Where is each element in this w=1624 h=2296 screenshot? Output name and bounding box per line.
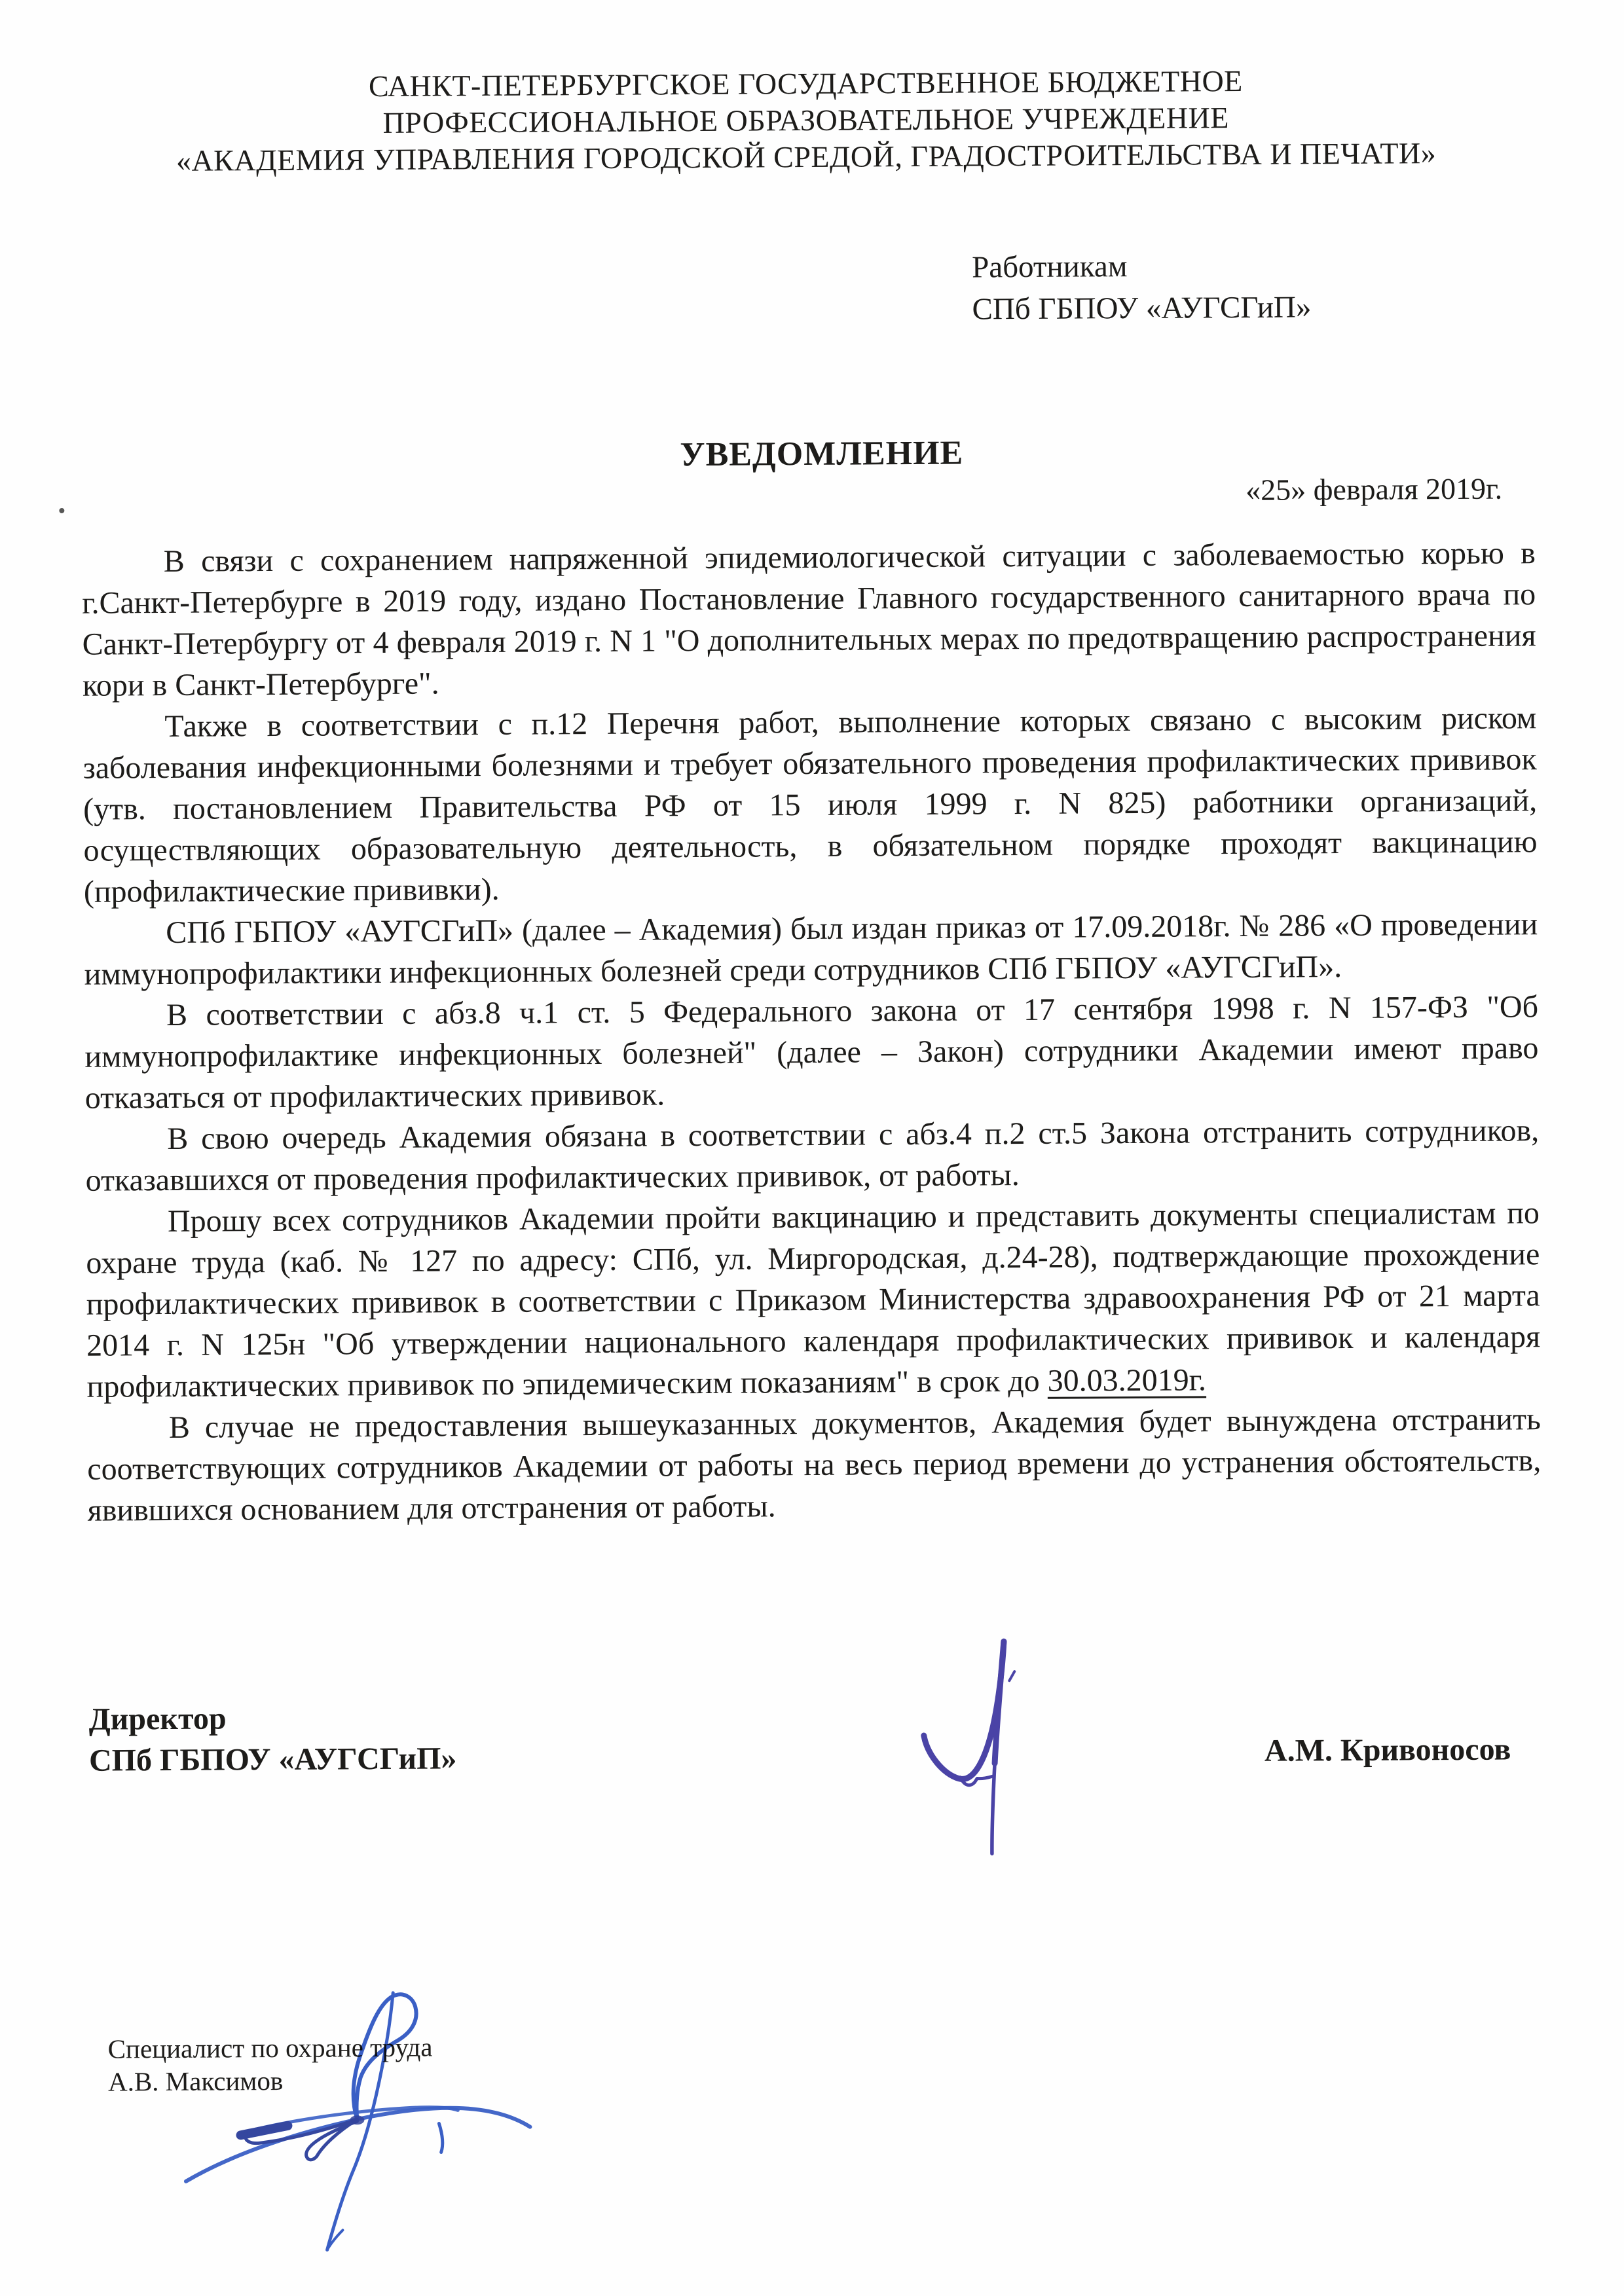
- document-date: «25» февраля 2019г.: [1245, 471, 1503, 507]
- recipient-block: [972, 244, 1312, 330]
- director-role-block: [88, 1696, 456, 1781]
- paragraph-6-text: Прошу всех сотрудников Академии пройти вакцинацию и представить документы специалистам по охране труда (каб. № 127 по адресу: СПб, ул. Миргородская, д.24-28), подтверждающие прохождение профилактических прививок в соответствии с Приказом Министерства здравоохранения РФ от 21 марта 2014 г. N 125н "Об утверждении национального календаря профилактических прививок и календаря профилактических прививок по эпидемическим показаниям" в срок до: [86, 1195, 1541, 1404]
- specialist-signature-ink: [156, 1977, 852, 2269]
- recipient-line-1: Работникам: [971, 249, 1128, 285]
- scan-artifact-speck: [59, 508, 64, 513]
- recipient-line-2: СПб ГБПОУ «АУГСГиП»: [972, 290, 1312, 327]
- director-role-line-2: СПб ГБПОУ «АУГСГиП»: [88, 1741, 457, 1778]
- director-role-line-1: Директор: [88, 1701, 227, 1737]
- document-body: [82, 532, 1541, 1531]
- org-name-line-1: САНКТ-ПЕТЕРБУРГСКОЕ ГОСУДАРСТВЕННОЕ БЮДЖЕТНОЕ: [368, 64, 1243, 103]
- paragraph-2: Также в соответствии с п.12 Перечня работ, выполнение которых связано с высоким риском заболевания инфекционными болезнями и требует обязательного проведения профилактических прививок (утв. постановлением Правительства РФ от 15 июля 1999 г. N 825) работники организаций, осуществляющих образовательную деятельность, в обязательном порядке проходят вакцинацию (профилактические прививки).: [83, 701, 1538, 909]
- organization-header: [65, 61, 1546, 180]
- document-title: УВЕДОМЛЕНИЕ: [680, 434, 964, 474]
- deadline-date: 30.03.2019г.: [1047, 1362, 1207, 1398]
- specialist-name: А.В. Максимов: [107, 2065, 284, 2097]
- specialist-role-block: [108, 2031, 433, 2098]
- paragraph-4: В соответствии с абз.8 ч.1 ст. 5 Федерального закона от 17 сентября 1998 г. N 157-ФЗ "Об иммунопрофилактике инфекционных болезней" (далее – Закон) сотрудники Академии имеют право отказаться от профилактических прививок.: [84, 989, 1539, 1116]
- paragraph-3: СПб ГБПОУ «АУГСГиП» (далее – Академия) был издан приказ от 17.09.2018г. № 286 «О проведении иммунопрофилактики инфекционных болезней среди сотрудников СПб ГБПОУ «АУГСГиП».: [84, 907, 1538, 992]
- director-signature-ink: [913, 1626, 1026, 1865]
- org-name-line-2: ПРОФЕССИОНАЛЬНОЕ ОБРАЗОВАТЕЛЬНОЕ УЧРЕЖДЕНИЕ: [382, 101, 1229, 139]
- paragraph-6: [86, 1192, 1541, 1408]
- director-name: А.М. Кривоносов: [1264, 1732, 1511, 1768]
- paragraph-7: В случае не предоставления вышеуказанных документов, Академия будет вынуждена отстранить соответствующих сотрудников Академии от работы на весь период времени до устранения обстоятельств, явившихся основанием для отстранения от работы.: [87, 1402, 1541, 1528]
- org-name-line-3: «АКАДЕМИЯ УПРАВЛЕНИЯ ГОРОДСКОЙ СРЕДОЙ, ГРАДОСТРОИТЕЛЬСТВА И ПЕЧАТИ»: [175, 136, 1437, 177]
- paragraph-1: В связи с сохранением напряженной эпидемиологической ситуации с заболеваемостью корью в г.Санкт-Петербурге в 2019 году, издано Постановление Главного государственного санитарного врача по Санкт-Петербургу от 4 февраля 2019 г. N 1 "О дополнительных мерах по предотвращению распространения кори в Санкт-Петербурге".: [82, 536, 1536, 703]
- specialist-role-line: Специалист по охране труда: [107, 2032, 433, 2064]
- paragraph-5: В свою очередь Академия обязана в соответствии с абз.4 п.2 ст.5 Закона отстранить сотрудников, отказавшихся от проведения профилактических прививок, от работы.: [85, 1113, 1540, 1198]
